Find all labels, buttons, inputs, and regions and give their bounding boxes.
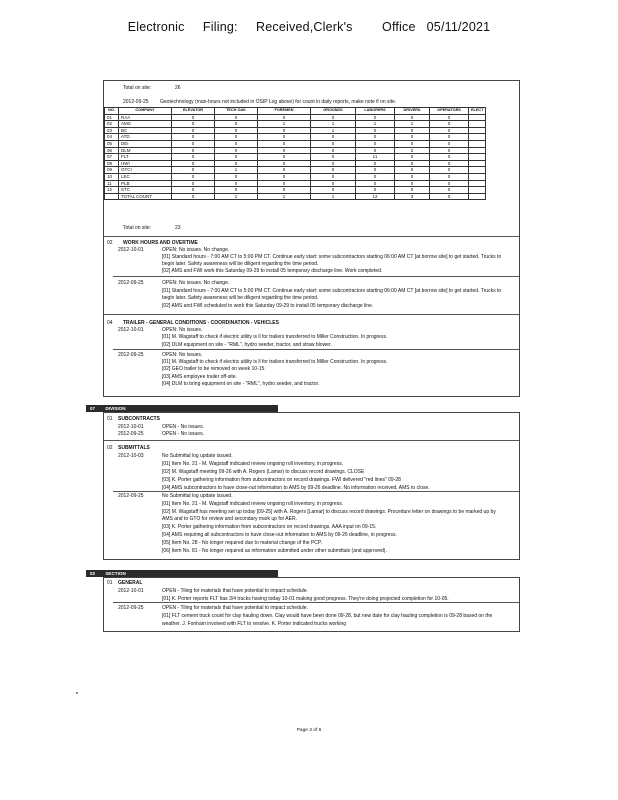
table-cell: 12 [105, 187, 119, 194]
table-cell: 0 [172, 154, 215, 161]
table-cell: 0 [172, 193, 215, 200]
table-cell [469, 121, 486, 128]
section-title: SUBCONTRACTS [118, 416, 160, 422]
table-cell: 0 [395, 167, 430, 174]
table-cell: 0 [430, 114, 469, 121]
table-cell: 0 [430, 154, 469, 161]
section-number: 04 [107, 320, 113, 326]
column-header: LABORERS [356, 108, 395, 115]
table-cell: 0 [395, 134, 430, 141]
column-header: TECH OAK [215, 108, 258, 115]
table-cell: 0 [215, 173, 258, 180]
section-band-number: 02 [90, 571, 96, 576]
entry-date: 2012-09-25 [118, 352, 144, 358]
table-cell: 0 [395, 173, 430, 180]
table-cell: 0 [215, 127, 258, 134]
section-title: GENERAL [118, 580, 143, 586]
section-number: 01 [107, 580, 113, 586]
column-header: NO. [105, 108, 119, 115]
table-cell: RAA [119, 114, 172, 121]
manpower-header-row [105, 108, 486, 115]
divider [104, 314, 519, 315]
entry-line: OPEN - Tiling for materials that have potential to impact schedule. [162, 605, 308, 611]
table-cell: 0 [258, 114, 311, 121]
table-cell: ATD [119, 134, 172, 141]
section-band-title: SECTION [105, 571, 126, 576]
entry-line: [04] AMS requiring all subcontractors to have close-out information to AMS by 09-26 deadline, in progress. [162, 532, 397, 538]
entry-date: 2012-09-25 [118, 280, 144, 286]
table-cell: 0 [215, 134, 258, 141]
entry-date: 2012-09-25 [118, 605, 144, 611]
table-cell [469, 140, 486, 147]
table-row [105, 121, 486, 128]
column-header: OPERATORS [430, 108, 469, 115]
table-cell: 0 [258, 147, 311, 154]
entry-line: [02] AMS and FWI scheduled to work this Saturday 09-29 to install 05 temporary discharge line. [162, 303, 374, 309]
table-row [105, 180, 486, 187]
table-cell: 0 [356, 127, 395, 134]
table-cell: 0 [356, 160, 395, 167]
table-cell: 0 [215, 140, 258, 147]
table-cell: 1 [311, 121, 356, 128]
entry-line: [06] Item No. 81 - No longer required as information submitted under other submittals (and approved). [162, 548, 387, 554]
entry-status: No Submittal log update issued. [162, 493, 233, 499]
table-cell: 0 [311, 173, 356, 180]
divider [104, 236, 519, 237]
table-cell: 0 [395, 154, 430, 161]
table-row [105, 193, 486, 200]
table-cell: 0 [356, 147, 395, 154]
table-cell: 0 [258, 160, 311, 167]
column-header: DRIVERS [395, 108, 430, 115]
table-cell: 0 [356, 140, 395, 147]
table-cell: 0 [430, 180, 469, 187]
table-cell: 0 [215, 121, 258, 128]
entry-date: 2012-10-01 [118, 424, 144, 430]
table-cell: STC [119, 187, 172, 194]
section-title: WORK HOURS AND OVERTIME [123, 240, 198, 246]
e-filing-stamp: Electronic Filing: Received,Clerk's Office 05/11/2021 [127, 20, 491, 34]
table-cell: 0 [356, 167, 395, 174]
table-row [105, 187, 486, 194]
table-cell: FLT [119, 154, 172, 161]
table-cell: 0 [172, 180, 215, 187]
manpower-body [105, 114, 486, 200]
table-cell: 3 [395, 193, 430, 200]
table-cell: 2 [395, 147, 430, 154]
table-cell: 0 [430, 147, 469, 154]
entry-line: [01] Standard hours - 7:00 AM CT to 5:00 PM CT. Continue early start: some subcontractors starting 06:00 AM CT [at borrow site] to get started. Trucks to [162, 288, 502, 294]
table-cell [469, 154, 486, 161]
table-cell: 05 [105, 140, 119, 147]
table-cell: 0 [311, 154, 356, 161]
table-cell: 0 [311, 187, 356, 194]
total-on-site-label-2: Total on site: [123, 225, 152, 231]
entry-status: OPEN - No issues. [162, 431, 204, 437]
table-cell: 0 [258, 127, 311, 134]
table-row [105, 134, 486, 141]
table-cell: 10 [105, 173, 119, 180]
entry-line: AMS and to GTO for review and secondary mark up for AER. [162, 516, 297, 522]
table-cell: 0 [172, 140, 215, 147]
entry-line: [01] FLT cement truck count for clay hauling down. Clay would have been done 09-28, but new date for clay hauling completion is 09-28 based on the [162, 613, 493, 619]
entry-line: OPEN - Tiling for materials that have potential to impact schedule. [162, 588, 308, 594]
table-cell: 0 [215, 147, 258, 154]
table-cell: GTCI [119, 167, 172, 174]
table-cell: 01 [105, 114, 119, 121]
table-cell: 0 [311, 160, 356, 167]
entry-line: [01] Item No. 21 - M. Wagstaff indicated review ongoing roll inventory, in progress. [162, 461, 344, 467]
table-cell: AMS [119, 121, 172, 128]
total-on-site-value: 26 [175, 85, 181, 91]
entry-line: [05] Item No. 28 - No longer required due to material change of the PCP. [162, 540, 322, 546]
table-cell: BC [119, 127, 172, 134]
section-number: 02 [107, 445, 113, 451]
table-cell [469, 114, 486, 121]
table-cell: 0 [258, 187, 311, 194]
table-cell: 0 [258, 154, 311, 161]
divider [113, 491, 519, 492]
table-cell: 03 [105, 127, 119, 134]
table-cell: 0 [430, 193, 469, 200]
table-cell: 02 [105, 121, 119, 128]
table-cell: 1 [356, 121, 395, 128]
table-cell: HWI [119, 160, 172, 167]
date-heading: 2012-09-25 [123, 99, 149, 105]
entry-status: No Submittal log update issued. [162, 453, 233, 459]
division-band [86, 405, 278, 412]
table-cell: 0 [172, 121, 215, 128]
table-cell: 0 [430, 121, 469, 128]
entry-line: [01] M. Wagstaff to check if electric utility is ll for trailers transferred to Miller Construction. In progress. [162, 334, 388, 340]
table-cell: 0 [172, 147, 215, 154]
entry-date: 2012-10-01 [118, 588, 144, 594]
entry-line: weather. J. Fonham involved with FLT to resolve. K. Porter indicated trucks working [162, 621, 347, 627]
table-cell: 0 [430, 167, 469, 174]
column-header: COMPANY [119, 108, 172, 115]
table-cell: 0 [395, 187, 430, 194]
entry-line: [04] DLM to bring equipment on site - "RML", hydro seeder, and tractor. [162, 381, 320, 387]
table-cell: 0 [430, 187, 469, 194]
table-cell: 0 [215, 114, 258, 121]
entry-line: begin later. Safety awareness will be diligent regarding the time period. [162, 295, 319, 301]
entry-line: [03] K. Porter gathering information from subcontractors on record drawings. AAA input on 09-15. [162, 524, 377, 530]
table-cell: 0 [356, 180, 395, 187]
table-cell: 0 [311, 180, 356, 187]
table-cell: 0 [311, 140, 356, 147]
entry-status: OPEN: No issues. [162, 327, 203, 333]
table-row [105, 173, 486, 180]
table-cell: 0 [395, 180, 430, 187]
table-cell: 0 [311, 114, 356, 121]
table-cell: 1 [258, 193, 311, 200]
table-cell: 0 [172, 160, 215, 167]
table-cell [469, 134, 486, 141]
table-cell: 1 [258, 121, 311, 128]
entry-date: 2012-09-25 [118, 431, 144, 437]
table-cell: 0 [430, 127, 469, 134]
entry-line: [02] M. Wagstaff meeting 09-26 with A. Rogers (Lamar) to discuss record drawings. CLOSE [162, 469, 365, 475]
entry-line: [04] AMS subcontractors to have close-out information to AMS by 09-26 deadline. No information received, AMS to close. [162, 485, 430, 491]
table-cell: 0 [430, 173, 469, 180]
page-number: Page 3 of 6 [296, 728, 322, 733]
table-cell: 06 [105, 147, 119, 154]
entry-date: 2012-10-01 [118, 247, 144, 253]
entry-line: [03] AMS employee trailer off-site. [162, 374, 237, 380]
manpower-table [104, 107, 486, 200]
table-cell: 0 [172, 173, 215, 180]
table-cell: 0 [356, 173, 395, 180]
table-cell: 08 [105, 160, 119, 167]
table-cell: 12 [356, 193, 395, 200]
table-cell [469, 193, 486, 200]
table-cell: 0 [395, 140, 430, 147]
table-cell: PLB [119, 180, 172, 187]
table-cell: 0 [311, 147, 356, 154]
column-header: GROUNDS [311, 108, 356, 115]
table-cell: TOTAL COUNT [119, 193, 172, 200]
table-row [105, 147, 486, 154]
divider [113, 602, 519, 603]
scan-speck [76, 692, 78, 694]
total-on-site-value-2: 23 [175, 225, 181, 231]
entry-line: [01] Item No. 21 - M. Wagstaff indicated review ongoing roll inventory, in progress. [162, 501, 344, 507]
table-cell: DEI [119, 140, 172, 147]
table-row [105, 114, 486, 121]
table-cell: 09 [105, 167, 119, 174]
table-cell: 0 [395, 160, 430, 167]
table-cell [469, 173, 486, 180]
table-row [105, 140, 486, 147]
entry-line: [01] K. Porter reports FLT has 3/4 trucks having today 10-01 making good progress. They're doing projected completion for 10-05. [162, 596, 449, 602]
table-cell: 0 [356, 134, 395, 141]
table-cell: 1 [215, 167, 258, 174]
table-cell: 0 [258, 140, 311, 147]
table-cell [469, 187, 486, 194]
table-cell: 0 [356, 187, 395, 194]
entry-line: [01] M. Wagstaff to check if electric utility is ll for trailers transferred to Miller Construction. In progress. [162, 359, 388, 365]
column-header: ELEVATOR [172, 108, 215, 115]
table-cell: 07 [105, 154, 119, 161]
table-cell [469, 147, 486, 154]
table-cell: 0 [215, 154, 258, 161]
table-cell: 0 [395, 114, 430, 121]
entry-line: [02] AMS and FWI work this Saturday 09-29 to install 05 temporary discharge line. Work completed. [162, 268, 383, 274]
table-cell: 0 [356, 114, 395, 121]
table-row [105, 154, 486, 161]
table-cell: 0 [430, 140, 469, 147]
table-cell [469, 160, 486, 167]
section-title: TRAILER - GENERAL CONDITIONS - COORDINATION - VEHICLES [123, 320, 279, 326]
table-cell: 0 [215, 160, 258, 167]
table-cell: 11 [356, 154, 395, 161]
table-cell: LEC [119, 173, 172, 180]
entry-line: [02] GEO trailer to be removed on week 10-15. [162, 366, 266, 372]
table-cell: 1 [311, 193, 356, 200]
table-cell: 0 [311, 134, 356, 141]
table-cell: 1 [395, 121, 430, 128]
table-cell: 0 [258, 167, 311, 174]
table-cell: 1 [311, 127, 356, 134]
division-number: 07 [90, 406, 96, 411]
section-number: 02 [107, 240, 113, 246]
section-title: SUBMITTALS [118, 445, 150, 451]
total-on-site-label: Total on site: [123, 85, 152, 91]
table-cell: 0 [172, 187, 215, 194]
table-cell: 04 [105, 134, 119, 141]
entry-status: OPEN: No issues. [162, 352, 203, 358]
table-cell [469, 180, 486, 187]
table-cell [469, 127, 486, 134]
division-title: DIVISION [105, 406, 126, 411]
entry-date: 2012-10-03 [118, 453, 144, 459]
table-cell: 0 [172, 134, 215, 141]
table-cell: 0 [430, 134, 469, 141]
entry-line: [01] Standard hours - 7:00 AM CT to 5:00 PM CT. Continue early start: some subcontractors starting 06:00 AM CT [at borrow site] to get started. Trucks to [162, 254, 502, 260]
table-cell: 0 [172, 167, 215, 174]
table-cell: 0 [215, 180, 258, 187]
divider [113, 349, 519, 350]
column-header: FOREMEN [258, 108, 311, 115]
table-cell: 0 [395, 127, 430, 134]
table-cell: 0 [258, 180, 311, 187]
table-cell: 0 [430, 160, 469, 167]
entry-date: 2012-09-25 [118, 493, 144, 499]
column-header: ELECT [469, 108, 486, 115]
entry-status: OPEN: No issues. No change. [162, 247, 230, 253]
table-cell: DLM [119, 147, 172, 154]
entry-status: OPEN: No issues. No change. [162, 280, 230, 286]
table-cell: 0 [215, 187, 258, 194]
entry-date: 2012-10-01 [118, 327, 144, 333]
table-cell: 1 [215, 193, 258, 200]
table-cell: 11 [105, 180, 119, 187]
section-number: 01 [107, 416, 113, 422]
table-cell: 0 [258, 134, 311, 141]
geotech-note: Geotechnology (man-hours not included in OSIP Log above) for count in daily reports, make note if on site. [160, 99, 397, 105]
table-cell: 0 [172, 114, 215, 121]
table-cell: 0 [258, 173, 311, 180]
entry-line: [02] M. Wagstaff has meeting set up today [09-25] with A. Rogers [Lamar] to discuss record drawings. Procedure letter on drawings to be marked up by [162, 509, 496, 515]
table-cell [469, 167, 486, 174]
table-row [105, 127, 486, 134]
table-row [105, 160, 486, 167]
entry-status: OPEN - No issues. [162, 424, 204, 430]
divider [104, 440, 519, 441]
table-cell: 0 [172, 127, 215, 134]
table-cell: 0 [311, 167, 356, 174]
table-row [105, 167, 486, 174]
entry-line: begin later. Safety awareness will be diligent regarding the time period. [162, 261, 319, 267]
section-band [86, 570, 278, 577]
table-cell [105, 193, 119, 200]
entry-line: [03] K. Porter gathering information from subcontractors on record drawings. FWI delivered "red lines" 09-28 [162, 477, 401, 483]
divider [113, 276, 519, 277]
entry-line: [02] DLM equipment on site - "RML", hydro seeder, tractor, and straw blower. [162, 342, 332, 348]
